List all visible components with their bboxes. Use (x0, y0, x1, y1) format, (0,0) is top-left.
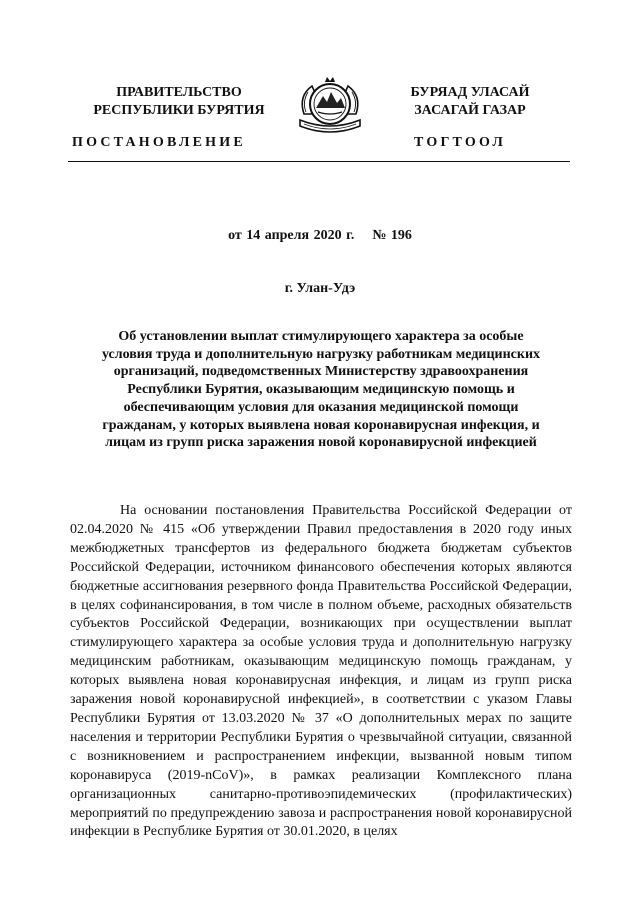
coat-of-arms-icon (294, 74, 366, 140)
government-name-buryat-line1: БУРЯАД УЛАСАЙ (410, 85, 530, 100)
government-name-russian (72, 84, 286, 120)
header-divider (68, 161, 570, 162)
doc-type-russian: ПОСТАНОВЛЕНИЕ (72, 135, 246, 150)
doc-type-buryat: ТОГТООЛ (414, 135, 507, 150)
city: г. Улан-Удэ (284, 281, 356, 296)
government-name-buryat-line2: ЗАСАГАЙ ГАЗАР (414, 103, 526, 118)
government-name-line1: ПРАВИТЕЛЬСТВО (116, 85, 242, 100)
body-paragraph: На основании постановления Правительства Российской Федерации от 02.04.2020 № 415 «Об утверждении Правил предоставления в 2020 году иных межбюджетных трансфертов из федерального бюджета бюджетам субъектов Российской Федерации, источником финансового обеспечения которых являются бюджетные ассигнования резервного фонда Правительства Российской Федерации, в целях софинансирования, в том числе в полном объеме, расходных обязательств субъектов Российской Федерации, возникающих при осуществлении выплат стимулирующего характера за особые условия труда и дополнительную нагрузку медицинским работникам, оказывающим медицинскую помощь гражданам, у которых выявлена новая коронавирусная инфекция, и лицам из групп риска заражения новой коронавирусной инфекцией», в соответствии с указом Главы Республики Бурятия от 13.03.2020 № 37 «О дополнительных мерах по защите населения и территории Республики Бурятия о чрезвычайной ситуации, связанной с возникновением и распространением инфекции, вызванной новым типом коронавируса (2019-nCoV)», в рамках реализации Комплексного плана организационных санитарно-противоэпидемических (профилактических) мероприятий по предупреждению завоза и распространения новой коронавирусной инфекции в Республике Бурятия от 30.01.2020, в целях (70, 503, 572, 840)
government-name-buryat (374, 84, 566, 120)
document-title: Об установлении выплат стимулирующего характера за особые условия труда и дополнительную нагрузку работникам медицинских организаций, подведомственных Министерству здравоохранения Республики Бурятия, оказывающим медицинскую помощь и обеспечивающим условия для оказания медицинской помощи гражданам, у которых выявлена новая коронавирусная инфекция, и лицам из групп риска заражения новой коронавирусной инфекцией (101, 329, 541, 451)
government-name-line2: РЕСПУБЛИКИ БУРЯТИЯ (93, 103, 265, 118)
date-and-number: от 14 апреля 2020 г. № 196 (228, 228, 412, 243)
